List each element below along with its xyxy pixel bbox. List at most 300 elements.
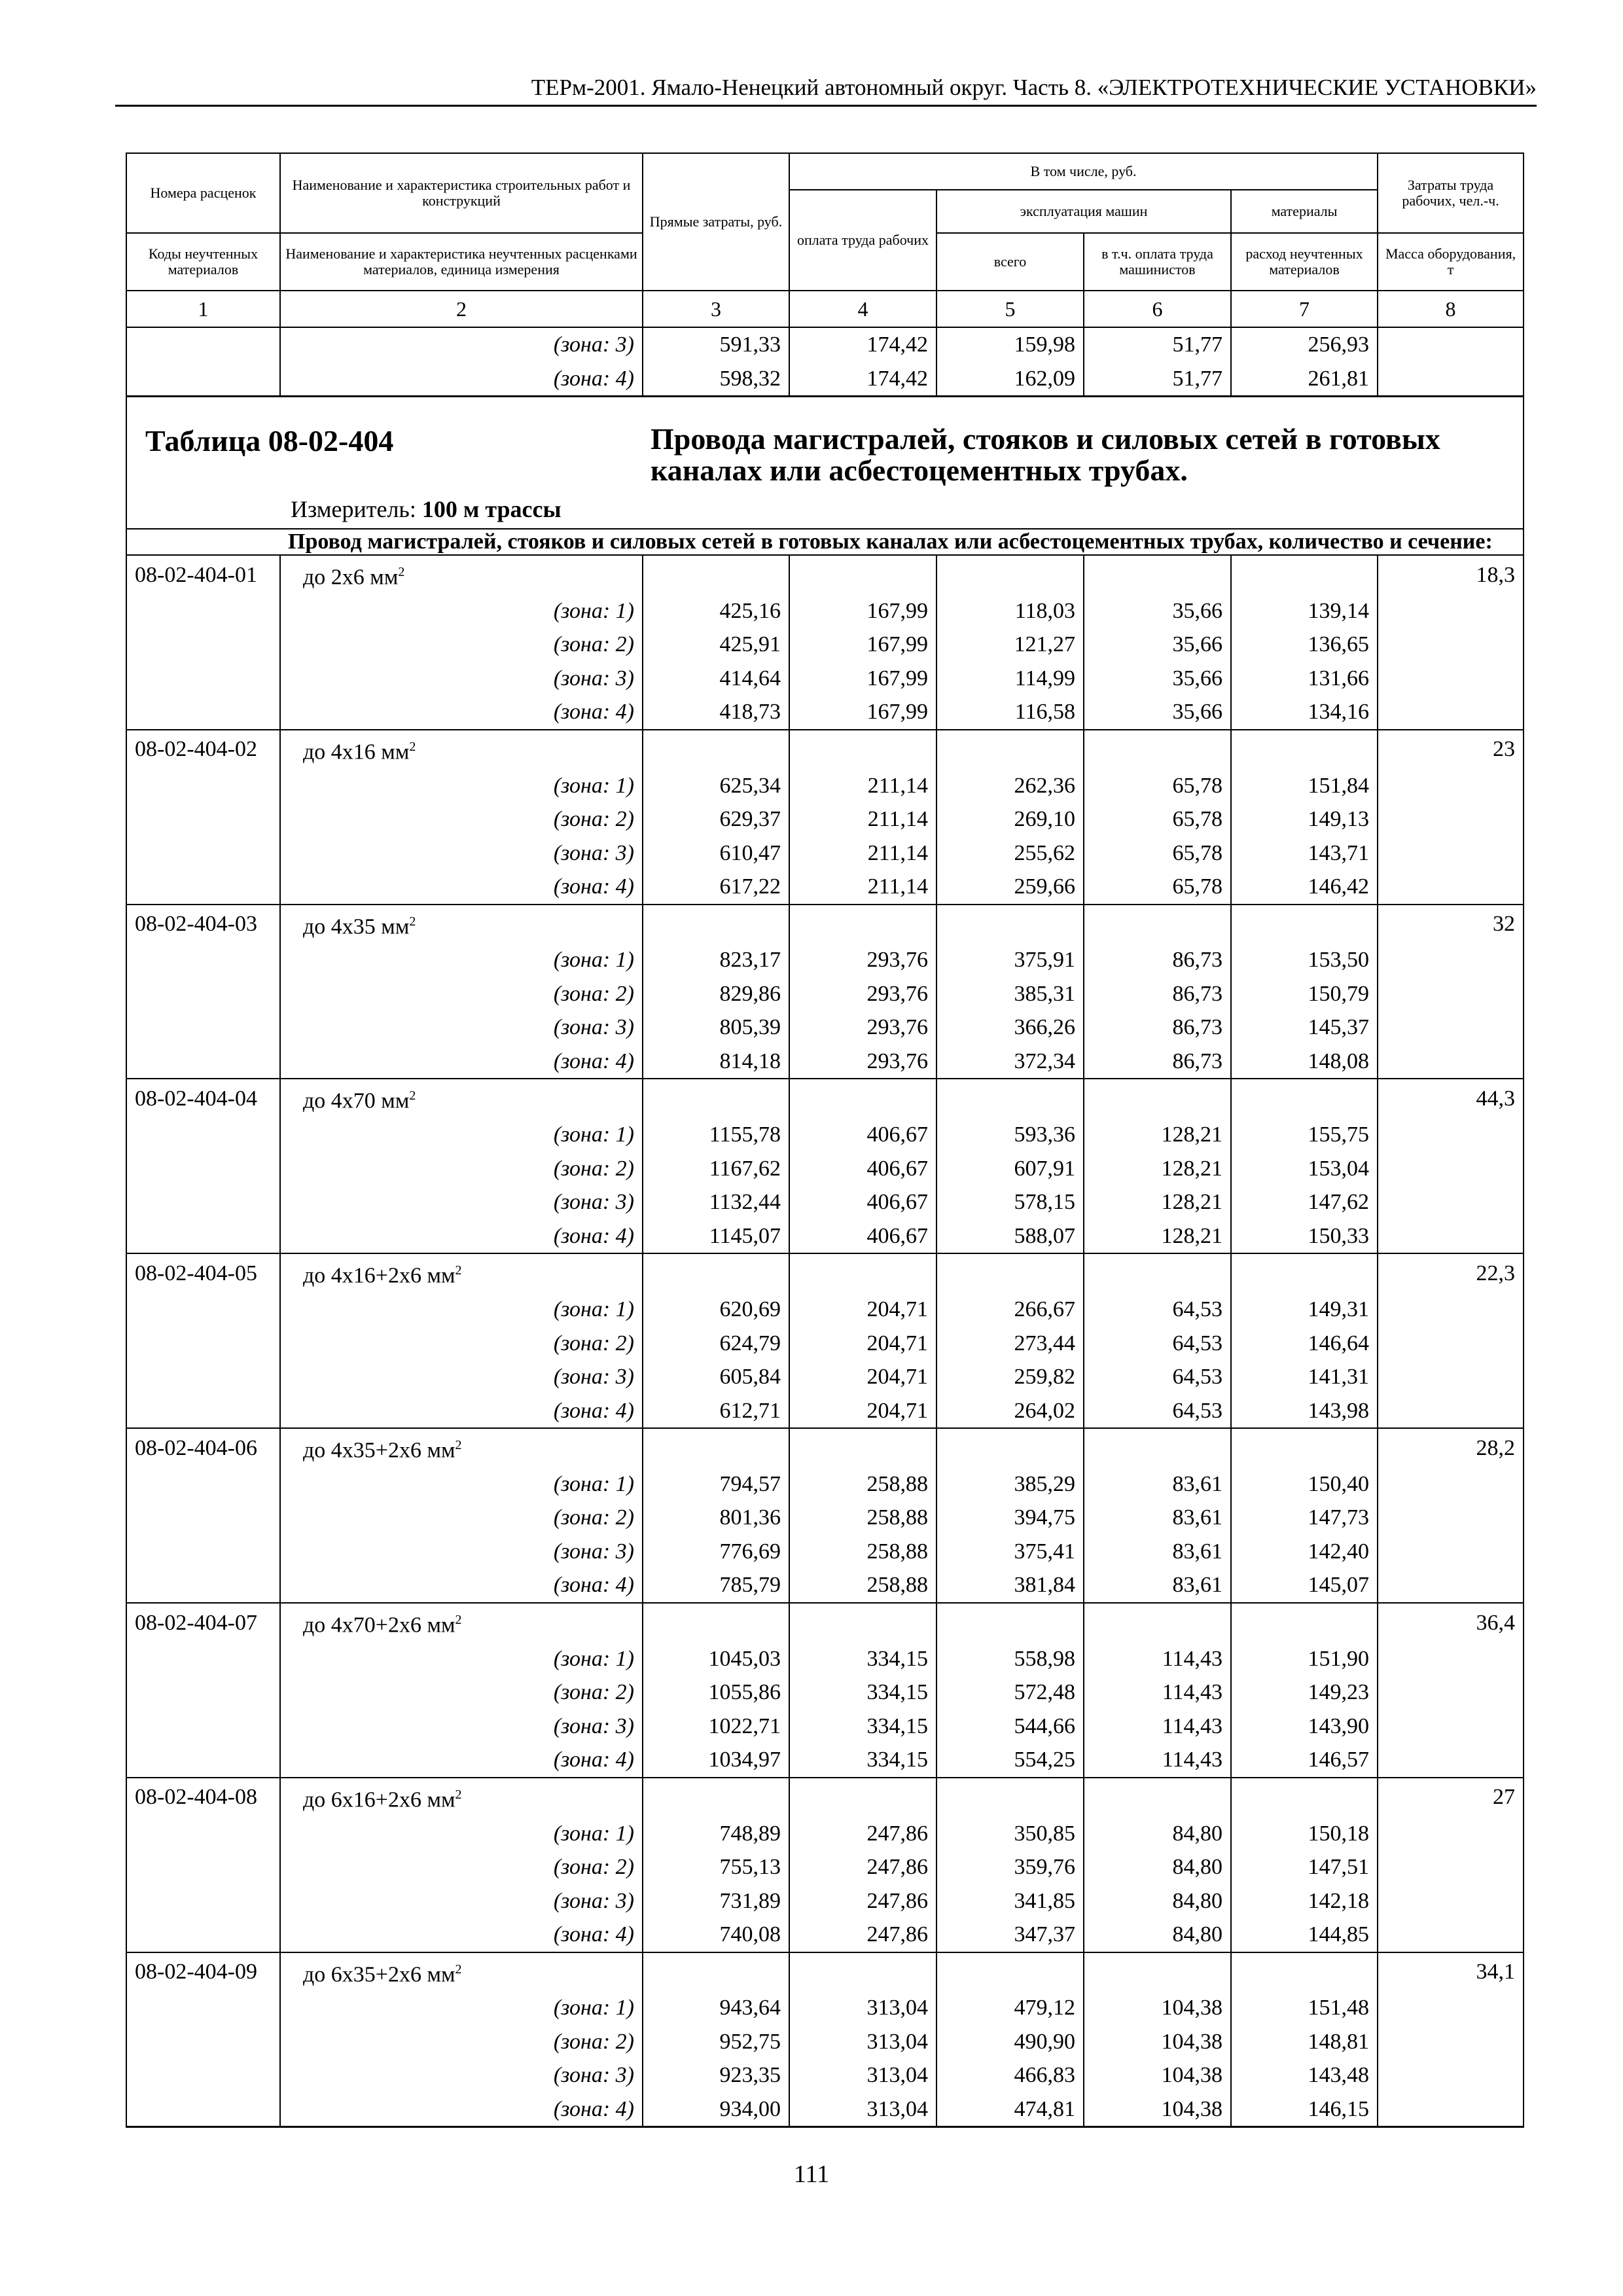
value-cell: 167,99	[789, 662, 936, 696]
value-cell: 406,67	[789, 1185, 936, 1219]
table-caption	[127, 397, 1523, 528]
value-cell: 148,08	[1231, 1045, 1378, 1079]
value-cell: 334,15	[789, 1676, 936, 1710]
value-cell: 128,21	[1084, 1219, 1231, 1254]
col-header-codes: Номера расценок	[126, 153, 280, 233]
value-cell: 149,23	[1231, 1676, 1378, 1710]
value-cell: 607,91	[936, 1152, 1084, 1186]
value-cell: 83,61	[1084, 1467, 1231, 1501]
value-cell	[1231, 1603, 1378, 1642]
value-cell: 341,85	[936, 1884, 1084, 1918]
superscript: 2	[455, 1612, 462, 1627]
value-cell: 86,73	[1084, 943, 1231, 977]
value-cell: 83,61	[1084, 1501, 1231, 1535]
zone-row	[126, 695, 1524, 730]
item-name-text: до 4х70 мм	[303, 1088, 410, 1113]
zone-label: (зона: 2)	[280, 2025, 643, 2059]
value-cell: 142,18	[1231, 1884, 1378, 1918]
zone-row	[126, 1118, 1524, 1152]
item-name	[280, 730, 643, 769]
item-name	[280, 905, 643, 944]
col-number: 5	[936, 291, 1084, 327]
labor-cell	[1378, 769, 1524, 803]
value-cell: 375,91	[936, 943, 1084, 977]
group-heading: Провод магистралей, стояков и силовых сетей в готовых каналах или асбестоцементных трубах, количество и сечение:	[280, 529, 1524, 555]
value-cell: 148,81	[1231, 2025, 1378, 2059]
zone-label: (зона: 2)	[280, 977, 643, 1011]
labor-cell	[1378, 1850, 1524, 1884]
value-cell: 1155,78	[643, 1118, 789, 1152]
code-cell	[126, 836, 280, 870]
code-cell	[126, 1219, 280, 1254]
zone-label: (зона: 2)	[280, 628, 643, 662]
value-cell: 293,76	[789, 943, 936, 977]
zone-label: (зона: 4)	[280, 695, 643, 730]
col-header-name: Наименование и характеристика строительных работ и конструкций	[280, 153, 643, 233]
item-row	[126, 1428, 1524, 1467]
value-cell: 150,79	[1231, 977, 1378, 1011]
zone-label: (зона: 2)	[280, 1850, 643, 1884]
value-cell: 149,31	[1231, 1293, 1378, 1327]
value-cell	[789, 1079, 936, 1118]
value-cell: 51,77	[1084, 327, 1231, 362]
code-cell	[126, 870, 280, 905]
value-cell: 142,40	[1231, 1535, 1378, 1569]
zone-label: (зона: 2)	[280, 1501, 643, 1535]
value-cell: 554,25	[936, 1743, 1084, 1778]
item-code: 08-02-404-05	[126, 1253, 280, 1293]
labor-cell: 32	[1378, 905, 1524, 944]
value-cell: 588,07	[936, 1219, 1084, 1254]
value-cell: 776,69	[643, 1535, 789, 1569]
value-cell: 35,66	[1084, 628, 1231, 662]
value-cell	[936, 1603, 1084, 1642]
code-cell	[126, 1118, 280, 1152]
value-cell	[789, 1428, 936, 1467]
col-number: 4	[789, 291, 936, 327]
zone-row	[126, 1918, 1524, 1952]
price-table	[126, 152, 1524, 2128]
value-cell: 264,02	[936, 1394, 1084, 1429]
value-cell: 1034,97	[643, 1743, 789, 1778]
superscript: 2	[409, 914, 416, 929]
value-cell: 64,53	[1084, 1360, 1231, 1394]
value-cell: 247,86	[789, 1850, 936, 1884]
value-cell: 381,84	[936, 1568, 1084, 1603]
value-cell: 151,90	[1231, 1642, 1378, 1676]
code-cell	[126, 1918, 280, 1952]
value-cell: 84,80	[1084, 1817, 1231, 1851]
code-cell	[126, 695, 280, 730]
item-name-text: до 6х35+2х6 мм	[303, 1962, 455, 1986]
value-cell: 64,53	[1084, 1394, 1231, 1429]
item-name-text: до 2х6 мм	[303, 565, 399, 590]
labor-cell	[1378, 628, 1524, 662]
value-cell	[789, 730, 936, 769]
value-cell	[643, 1428, 789, 1467]
item-row	[126, 1952, 1524, 1992]
value-cell: 131,66	[1231, 662, 1378, 696]
value-cell: 1045,03	[643, 1642, 789, 1676]
code-cell	[126, 2025, 280, 2059]
labor-cell	[1378, 1293, 1524, 1327]
value-cell: 35,66	[1084, 594, 1231, 628]
code-cell	[126, 802, 280, 836]
zone-row	[126, 1642, 1524, 1676]
value-cell: 406,67	[789, 1152, 936, 1186]
item-code: 08-02-404-01	[126, 555, 280, 594]
col-header-direct: Прямые затраты, руб.	[643, 153, 789, 291]
value-cell: 155,75	[1231, 1118, 1378, 1152]
value-cell: 1145,07	[643, 1219, 789, 1254]
value-cell: 65,78	[1084, 802, 1231, 836]
value-cell: 147,51	[1231, 1850, 1378, 1884]
item-name	[280, 1079, 643, 1118]
code-cell	[126, 1360, 280, 1394]
value-cell: 598,32	[643, 362, 789, 397]
value-cell: 35,66	[1084, 695, 1231, 730]
value-cell: 128,21	[1084, 1118, 1231, 1152]
value-cell: 64,53	[1084, 1293, 1231, 1327]
value-cell: 347,37	[936, 1918, 1084, 1952]
value-cell: 84,80	[1084, 1884, 1231, 1918]
zone-label: (зона: 3)	[280, 2058, 643, 2092]
value-cell	[1084, 555, 1231, 594]
value-cell: 146,57	[1231, 1743, 1378, 1778]
value-cell: 118,03	[936, 594, 1084, 628]
value-cell: 121,27	[936, 628, 1084, 662]
item-name	[280, 1778, 643, 1817]
value-cell: 174,42	[789, 362, 936, 397]
zone-row	[126, 1293, 1524, 1327]
code-cell	[126, 327, 280, 362]
value-cell: 114,43	[1084, 1710, 1231, 1744]
labor-cell	[1378, 943, 1524, 977]
value-cell: 145,37	[1231, 1011, 1378, 1045]
value-cell: 414,64	[643, 662, 789, 696]
value-cell	[643, 1603, 789, 1642]
superscript: 2	[398, 565, 405, 579]
zone-row	[126, 1394, 1524, 1429]
zone-label: (зона: 4)	[280, 1743, 643, 1778]
value-cell: 394,75	[936, 1501, 1084, 1535]
zone-row	[126, 1884, 1524, 1918]
value-cell	[1231, 555, 1378, 594]
code-cell	[126, 943, 280, 977]
labor-cell: 23	[1378, 730, 1524, 769]
zone-row	[126, 1743, 1524, 1778]
labor-cell	[1378, 2092, 1524, 2127]
value-cell	[1231, 1079, 1378, 1118]
col-header-incl: В том числе, руб.	[789, 153, 1378, 190]
zone-label: (зона: 3)	[280, 1884, 643, 1918]
zone-label: (зона: 4)	[280, 362, 643, 397]
labor-cell	[1378, 1884, 1524, 1918]
value-cell: 116,58	[936, 695, 1084, 730]
item-name-text: до 4х35+2х6 мм	[303, 1438, 455, 1463]
zone-row	[126, 1045, 1524, 1079]
labor-cell	[1378, 1011, 1524, 1045]
item-code: 08-02-404-09	[126, 1952, 280, 1992]
item-row	[126, 1603, 1524, 1642]
value-cell: 313,04	[789, 2058, 936, 2092]
value-cell	[1231, 905, 1378, 944]
code-cell	[126, 1327, 280, 1361]
value-cell	[643, 730, 789, 769]
value-cell: 258,88	[789, 1467, 936, 1501]
labor-cell: 44,3	[1378, 1079, 1524, 1118]
value-cell	[1231, 1778, 1378, 1817]
item-name	[280, 1428, 643, 1467]
code-cell	[126, 1185, 280, 1219]
value-cell	[643, 1952, 789, 1992]
item-name-text: до 4х70+2х6 мм	[303, 1613, 455, 1638]
col-header-machines: эксплуатация машин	[936, 190, 1231, 233]
value-cell: 128,21	[1084, 1152, 1231, 1186]
zone-label: (зона: 2)	[280, 802, 643, 836]
zone-row	[126, 1991, 1524, 2025]
zone-row	[126, 943, 1524, 977]
code-cell	[126, 1011, 280, 1045]
labor-cell	[1378, 1394, 1524, 1429]
item-code: 08-02-404-06	[126, 1428, 280, 1467]
value-cell: 740,08	[643, 1918, 789, 1952]
value-cell: 385,29	[936, 1467, 1084, 1501]
value-cell: 167,99	[789, 695, 936, 730]
labor-cell	[1378, 1710, 1524, 1744]
value-cell: 150,33	[1231, 1219, 1378, 1254]
zone-label: (зона: 4)	[280, 1918, 643, 1952]
labor-cell	[1378, 362, 1524, 397]
value-cell: 293,76	[789, 1045, 936, 1079]
item-name-text: до 4х16+2х6 мм	[303, 1263, 455, 1288]
labor-cell	[1378, 1817, 1524, 1851]
labor-cell	[1378, 1568, 1524, 1603]
value-cell: 558,98	[936, 1642, 1084, 1676]
value-cell: 359,76	[936, 1850, 1084, 1884]
zone-row	[126, 628, 1524, 662]
value-cell: 86,73	[1084, 1045, 1231, 1079]
value-cell: 151,48	[1231, 1991, 1378, 2025]
value-cell: 313,04	[789, 2092, 936, 2127]
value-cell: 258,88	[789, 1501, 936, 1535]
zone-row	[126, 1817, 1524, 1851]
value-cell	[1084, 1952, 1231, 1992]
zone-label: (зона: 1)	[280, 594, 643, 628]
zone-label: (зона: 3)	[280, 1710, 643, 1744]
superscript: 2	[455, 1438, 462, 1453]
value-cell: 174,42	[789, 327, 936, 362]
value-cell: 1167,62	[643, 1152, 789, 1186]
code-cell	[126, 628, 280, 662]
zone-label: (зона: 3)	[280, 1535, 643, 1569]
col-header-machinists: в т.ч. оплата труда машинистов	[1084, 233, 1231, 291]
zone-label: (зона: 2)	[280, 1327, 643, 1361]
value-cell: 350,85	[936, 1817, 1084, 1851]
value-cell: 147,62	[1231, 1185, 1378, 1219]
value-cell: 83,61	[1084, 1535, 1231, 1569]
zone-row	[126, 594, 1524, 628]
zone-label: (зона: 2)	[280, 1676, 643, 1710]
item-row	[126, 1079, 1524, 1118]
value-cell	[789, 555, 936, 594]
value-cell: 814,18	[643, 1045, 789, 1079]
value-cell: 366,26	[936, 1011, 1084, 1045]
labor-cell	[1378, 1501, 1524, 1535]
item-code: 08-02-404-03	[126, 905, 280, 944]
zone-label: (зона: 4)	[280, 870, 643, 905]
value-cell: 247,86	[789, 1884, 936, 1918]
zone-row	[126, 1327, 1524, 1361]
labor-cell	[1378, 1118, 1524, 1152]
zone-label: (зона: 1)	[280, 1118, 643, 1152]
value-cell: 204,71	[789, 1360, 936, 1394]
value-cell: 578,15	[936, 1185, 1084, 1219]
value-cell: 785,79	[643, 1568, 789, 1603]
value-cell: 204,71	[789, 1293, 936, 1327]
value-cell: 150,40	[1231, 1467, 1378, 1501]
value-cell: 255,62	[936, 836, 1084, 870]
value-cell: 755,13	[643, 1850, 789, 1884]
value-cell	[1231, 730, 1378, 769]
zone-row	[126, 1011, 1524, 1045]
code-cell	[126, 1642, 280, 1676]
code-cell	[126, 1850, 280, 1884]
value-cell: 943,64	[643, 1991, 789, 2025]
value-cell: 146,64	[1231, 1327, 1378, 1361]
code-cell	[126, 662, 280, 696]
value-cell: 591,33	[643, 327, 789, 362]
zone-row	[126, 662, 1524, 696]
labor-cell	[1378, 1185, 1524, 1219]
unit-value: 100 м трассы	[421, 496, 562, 522]
zone-label: (зона: 1)	[280, 769, 643, 803]
value-cell: 83,61	[1084, 1568, 1231, 1603]
value-cell: 153,04	[1231, 1152, 1378, 1186]
code-cell	[126, 1152, 280, 1186]
zone-row	[126, 1535, 1524, 1569]
code-cell	[126, 769, 280, 803]
code-cell	[126, 1568, 280, 1603]
zone-row	[126, 802, 1524, 836]
value-cell	[1084, 1428, 1231, 1467]
value-cell: 65,78	[1084, 836, 1231, 870]
col-header-machines-total: всего	[936, 233, 1084, 291]
code-cell	[126, 1676, 280, 1710]
labor-cell: 18,3	[1378, 555, 1524, 594]
value-cell: 479,12	[936, 1991, 1084, 2025]
zone-label: (зона: 4)	[280, 1568, 643, 1603]
labor-cell	[1378, 977, 1524, 1011]
item-name	[280, 555, 643, 594]
value-cell: 150,18	[1231, 1817, 1378, 1851]
value-cell: 167,99	[789, 628, 936, 662]
zone-label: (зона: 1)	[280, 1293, 643, 1327]
item-name-text: до 4х16 мм	[303, 740, 410, 764]
value-cell	[1231, 1952, 1378, 1992]
value-cell: 86,73	[1084, 977, 1231, 1011]
value-cell: 801,36	[643, 1501, 789, 1535]
zone-row	[126, 1676, 1524, 1710]
value-cell	[1084, 905, 1231, 944]
value-cell: 114,99	[936, 662, 1084, 696]
value-cell: 375,41	[936, 1535, 1084, 1569]
value-cell: 261,81	[1231, 362, 1378, 397]
table-title: Таблица 08-02-404	[145, 424, 394, 457]
zone-row	[126, 1710, 1524, 1744]
labor-cell: 34,1	[1378, 1952, 1524, 1992]
value-cell: 805,39	[643, 1011, 789, 1045]
value-cell: 490,90	[936, 2025, 1084, 2059]
value-cell: 143,98	[1231, 1394, 1378, 1429]
col-number: 7	[1231, 291, 1378, 327]
value-cell: 211,14	[789, 769, 936, 803]
labor-cell: 36,4	[1378, 1603, 1524, 1642]
value-cell: 204,71	[789, 1394, 936, 1429]
value-cell: 114,43	[1084, 1676, 1231, 1710]
table-description: Провода магистралей, стояков и силовых сетей в готовых каналах или асбестоцементных трубах.	[651, 422, 1440, 487]
value-cell: 617,22	[643, 870, 789, 905]
col-header-material-names: Наименование и характеристика неучтенных расценками материалов, единица измерения	[280, 233, 643, 291]
value-cell: 159,98	[936, 327, 1084, 362]
value-cell	[643, 1079, 789, 1118]
labor-cell	[1378, 1743, 1524, 1778]
col-number: 6	[1084, 291, 1231, 327]
code-cell	[126, 1817, 280, 1851]
zone-label: (зона: 1)	[280, 1642, 643, 1676]
value-cell: 1022,71	[643, 1710, 789, 1744]
value-cell: 372,34	[936, 1045, 1084, 1079]
value-cell: 259,82	[936, 1360, 1084, 1394]
zone-row	[126, 2025, 1524, 2059]
value-cell	[936, 1778, 1084, 1817]
value-cell: 136,65	[1231, 628, 1378, 662]
value-cell: 794,57	[643, 1467, 789, 1501]
col-number: 8	[1378, 291, 1524, 327]
code-cell	[126, 2092, 280, 2127]
col-header-labor: Затраты труда рабочих, чел.-ч.	[1378, 153, 1524, 233]
zone-label: (зона: 1)	[280, 1817, 643, 1851]
col-header-materials: материалы	[1231, 190, 1378, 233]
zone-row	[126, 1185, 1524, 1219]
value-cell	[936, 905, 1084, 944]
superscript: 2	[409, 739, 416, 754]
value-cell: 143,71	[1231, 836, 1378, 870]
value-cell: 84,80	[1084, 1918, 1231, 1952]
code-cell	[126, 1710, 280, 1744]
code-cell	[126, 2058, 280, 2092]
zone-row	[126, 1568, 1524, 1603]
value-cell: 474,81	[936, 2092, 1084, 2127]
zone-row	[126, 1152, 1524, 1186]
value-cell: 605,84	[643, 1360, 789, 1394]
unit-line	[291, 495, 562, 523]
value-cell: 134,16	[1231, 695, 1378, 730]
value-cell: 204,71	[789, 1327, 936, 1361]
value-cell	[789, 1778, 936, 1817]
code-cell	[126, 1394, 280, 1429]
col-number: 2	[280, 291, 643, 327]
value-cell	[643, 555, 789, 594]
value-cell: 256,93	[1231, 327, 1378, 362]
value-cell: 334,15	[789, 1743, 936, 1778]
value-cell	[1084, 1079, 1231, 1118]
value-cell: 211,14	[789, 836, 936, 870]
value-cell: 629,37	[643, 802, 789, 836]
value-cell: 334,15	[789, 1710, 936, 1744]
value-cell: 1132,44	[643, 1185, 789, 1219]
code-cell	[126, 977, 280, 1011]
